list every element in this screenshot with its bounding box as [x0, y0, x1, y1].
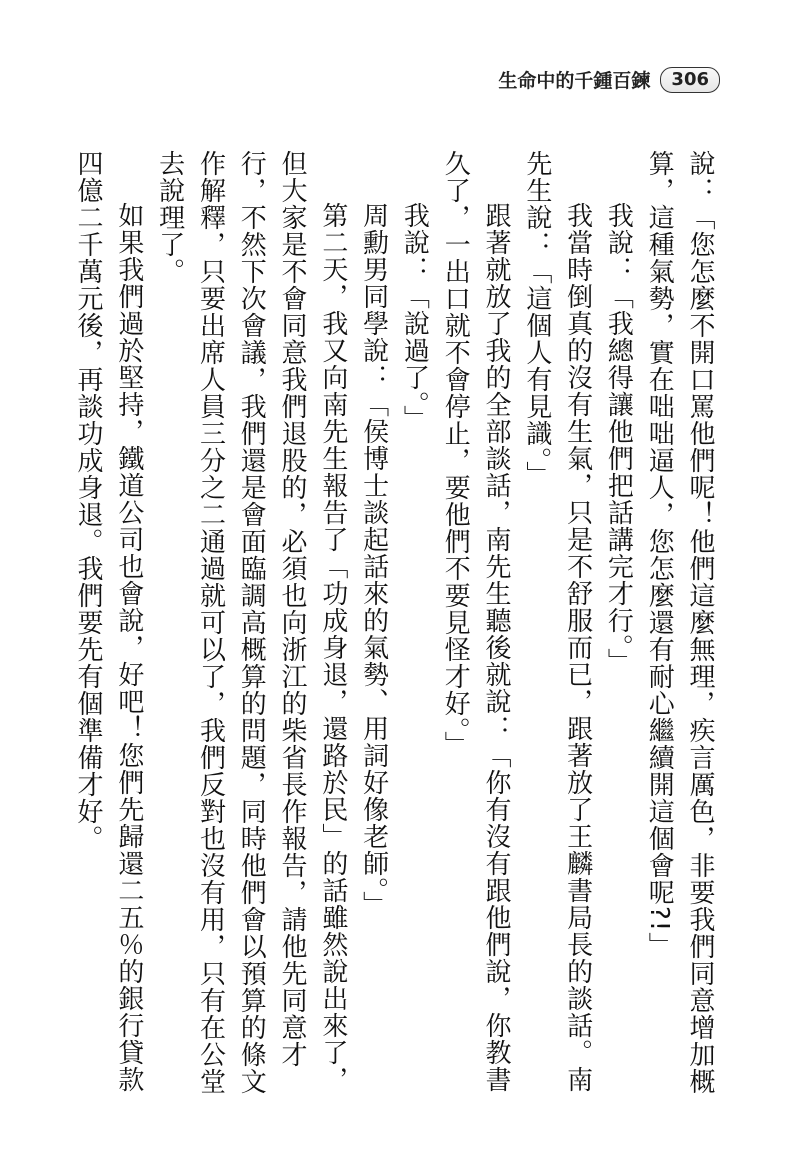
- paragraph-4: 跟著就放了我的全部談話，南先生聽後就說：「你有沒有跟他們說，你教書久了，一出口就不會停止，要他們不要見怪才好。」: [440, 150, 512, 1093]
- book-title: 生命中的千鍾百鍊: [498, 70, 651, 92]
- paragraph-8: 如果我們過於堅持，鐵道公司也會說，好吧！您們先歸還二五％的銀行貸款四億二千萬元後，再談功成身退。我們要先有個準備才好。: [73, 150, 144, 1093]
- paragraph-6: 周勳男同學說：「侯博士談起話來的氣勢、用詞好像老師。」: [358, 202, 389, 918]
- paragraph-2: 我說：「我總得讓他們把話講完才行。」: [603, 202, 634, 675]
- paragraph-3: 我當時倒真的沒有生氣，只是不舒服而已，跟著放了王麟書局長的談話。南先生說：「這個人有見識。」: [521, 150, 593, 1093]
- paragraph-5: 我說：「說過了。」: [399, 202, 430, 432]
- vertical-body-text: [73, 150, 720, 1110]
- paragraph-1: 說：「您怎麼不開口罵他們呢！他們這麼無理，疾言厲色，非要我們同意增加概算，這種氣勢，實在咄咄逼人，您怎麼還有耐心繼續開這個會呢?!」: [644, 150, 715, 1095]
- paragraph-7: 第二天，我又向南先生報告了「功成身退，還路於民」的話雖然說出來了，但大家是不會同意我們退股的，必須也向浙江的柴省長作報告，請他先同意才行，不然下次會議，我們還是會面臨調高概算的問題，同時他們會以預算的條文作解釋，只要出席人員三分之二通過就可以了，我們反對也沒有用，只有在公堂去說理了。: [154, 150, 348, 1095]
- running-header: [498, 66, 720, 93]
- page-number: 306: [660, 67, 720, 93]
